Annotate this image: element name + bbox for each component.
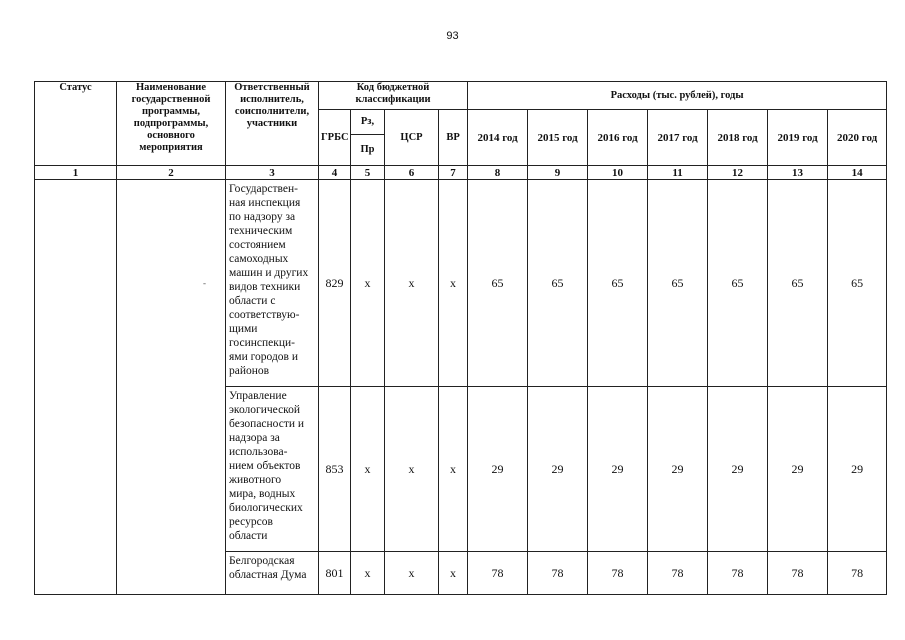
header-pr: Пр	[351, 135, 385, 166]
value-cell: 78	[648, 552, 708, 595]
header-year-2017: 2017 год	[648, 110, 708, 166]
column-number: 12	[708, 166, 768, 180]
column-number: 1	[35, 166, 117, 180]
header-responsible: Ответственный исполнитель, соисполнители, участники	[226, 82, 319, 166]
csr-cell: х	[385, 387, 439, 552]
name-cell	[117, 180, 226, 595]
column-number: 10	[588, 166, 648, 180]
table-row	[35, 180, 887, 387]
value-cell: 65	[708, 180, 768, 387]
value-cell: 78	[828, 552, 887, 595]
column-number: 14	[828, 166, 887, 180]
grbs-cell: 853	[319, 387, 351, 552]
value-cell: 78	[468, 552, 528, 595]
rz-cell: х	[351, 387, 385, 552]
column-number-row	[35, 166, 887, 180]
value-cell: 29	[648, 387, 708, 552]
header-csr: ЦСР	[385, 110, 439, 166]
value-cell: 78	[528, 552, 588, 595]
executor-cell: Государствен- ная инспекция по надзору за техническим состоянием самоходных машин и других видов техники области с соответствую- щими госинспекци- ями городов и районов	[226, 180, 319, 387]
stray-mark: -	[203, 278, 206, 288]
value-cell: 65	[648, 180, 708, 387]
csr-cell: х	[385, 180, 439, 387]
executor-cell: Управление экологической безопасности и надзора за использова- нием объектов животного мира, водных биологических ресурсов области	[226, 387, 319, 552]
value-cell: 29	[828, 387, 887, 552]
value-cell: 78	[768, 552, 828, 595]
value-cell: 29	[768, 387, 828, 552]
vr-cell: х	[439, 180, 468, 387]
header-rz: Рз,	[351, 110, 385, 135]
vr-cell: х	[439, 552, 468, 595]
column-number: 5	[351, 166, 385, 180]
column-number: 11	[648, 166, 708, 180]
value-cell: 29	[468, 387, 528, 552]
header-year-2018: 2018 год	[708, 110, 768, 166]
grbs-cell: 801	[319, 552, 351, 595]
header-year-2016: 2016 год	[588, 110, 648, 166]
value-cell: 65	[828, 180, 887, 387]
header-year-2015: 2015 год	[528, 110, 588, 166]
page-number: 93	[446, 30, 459, 42]
executor-cell: Белгородская областная Дума	[226, 552, 319, 595]
column-number: 8	[468, 166, 528, 180]
header-vr: ВР	[439, 110, 468, 166]
rz-cell: х	[351, 180, 385, 387]
value-cell: 78	[708, 552, 768, 595]
value-cell: 65	[468, 180, 528, 387]
value-cell: 29	[528, 387, 588, 552]
header-budget-code: Код бюджетной классификации	[319, 82, 468, 110]
rz-cell: х	[351, 552, 385, 595]
column-number: 7	[439, 166, 468, 180]
grbs-cell: 829	[319, 180, 351, 387]
table-header	[35, 82, 887, 166]
status-cell	[35, 180, 117, 595]
column-number: 6	[385, 166, 439, 180]
header-year-2014: 2014 год	[468, 110, 528, 166]
column-number: 4	[319, 166, 351, 180]
value-cell: 29	[588, 387, 648, 552]
column-number: 13	[768, 166, 828, 180]
csr-cell: х	[385, 552, 439, 595]
header-status: Статус	[35, 82, 117, 166]
value-cell: 65	[588, 180, 648, 387]
value-cell: 65	[768, 180, 828, 387]
vr-cell: х	[439, 387, 468, 552]
value-cell: 29	[708, 387, 768, 552]
column-number: 3	[226, 166, 319, 180]
value-cell: 65	[528, 180, 588, 387]
header-expenses: Расходы (тыс. рублей), годы	[468, 82, 887, 110]
header-name: Наименование государственной программы, подпрограммы, основного мероприятия	[117, 82, 226, 166]
value-cell: 78	[588, 552, 648, 595]
header-grbs: ГРБС	[319, 110, 351, 166]
header-year-2020: 2020 год	[828, 110, 887, 166]
column-number: 9	[528, 166, 588, 180]
column-number: 2	[117, 166, 226, 180]
header-year-2019: 2019 год	[768, 110, 828, 166]
budget-table	[34, 81, 887, 595]
